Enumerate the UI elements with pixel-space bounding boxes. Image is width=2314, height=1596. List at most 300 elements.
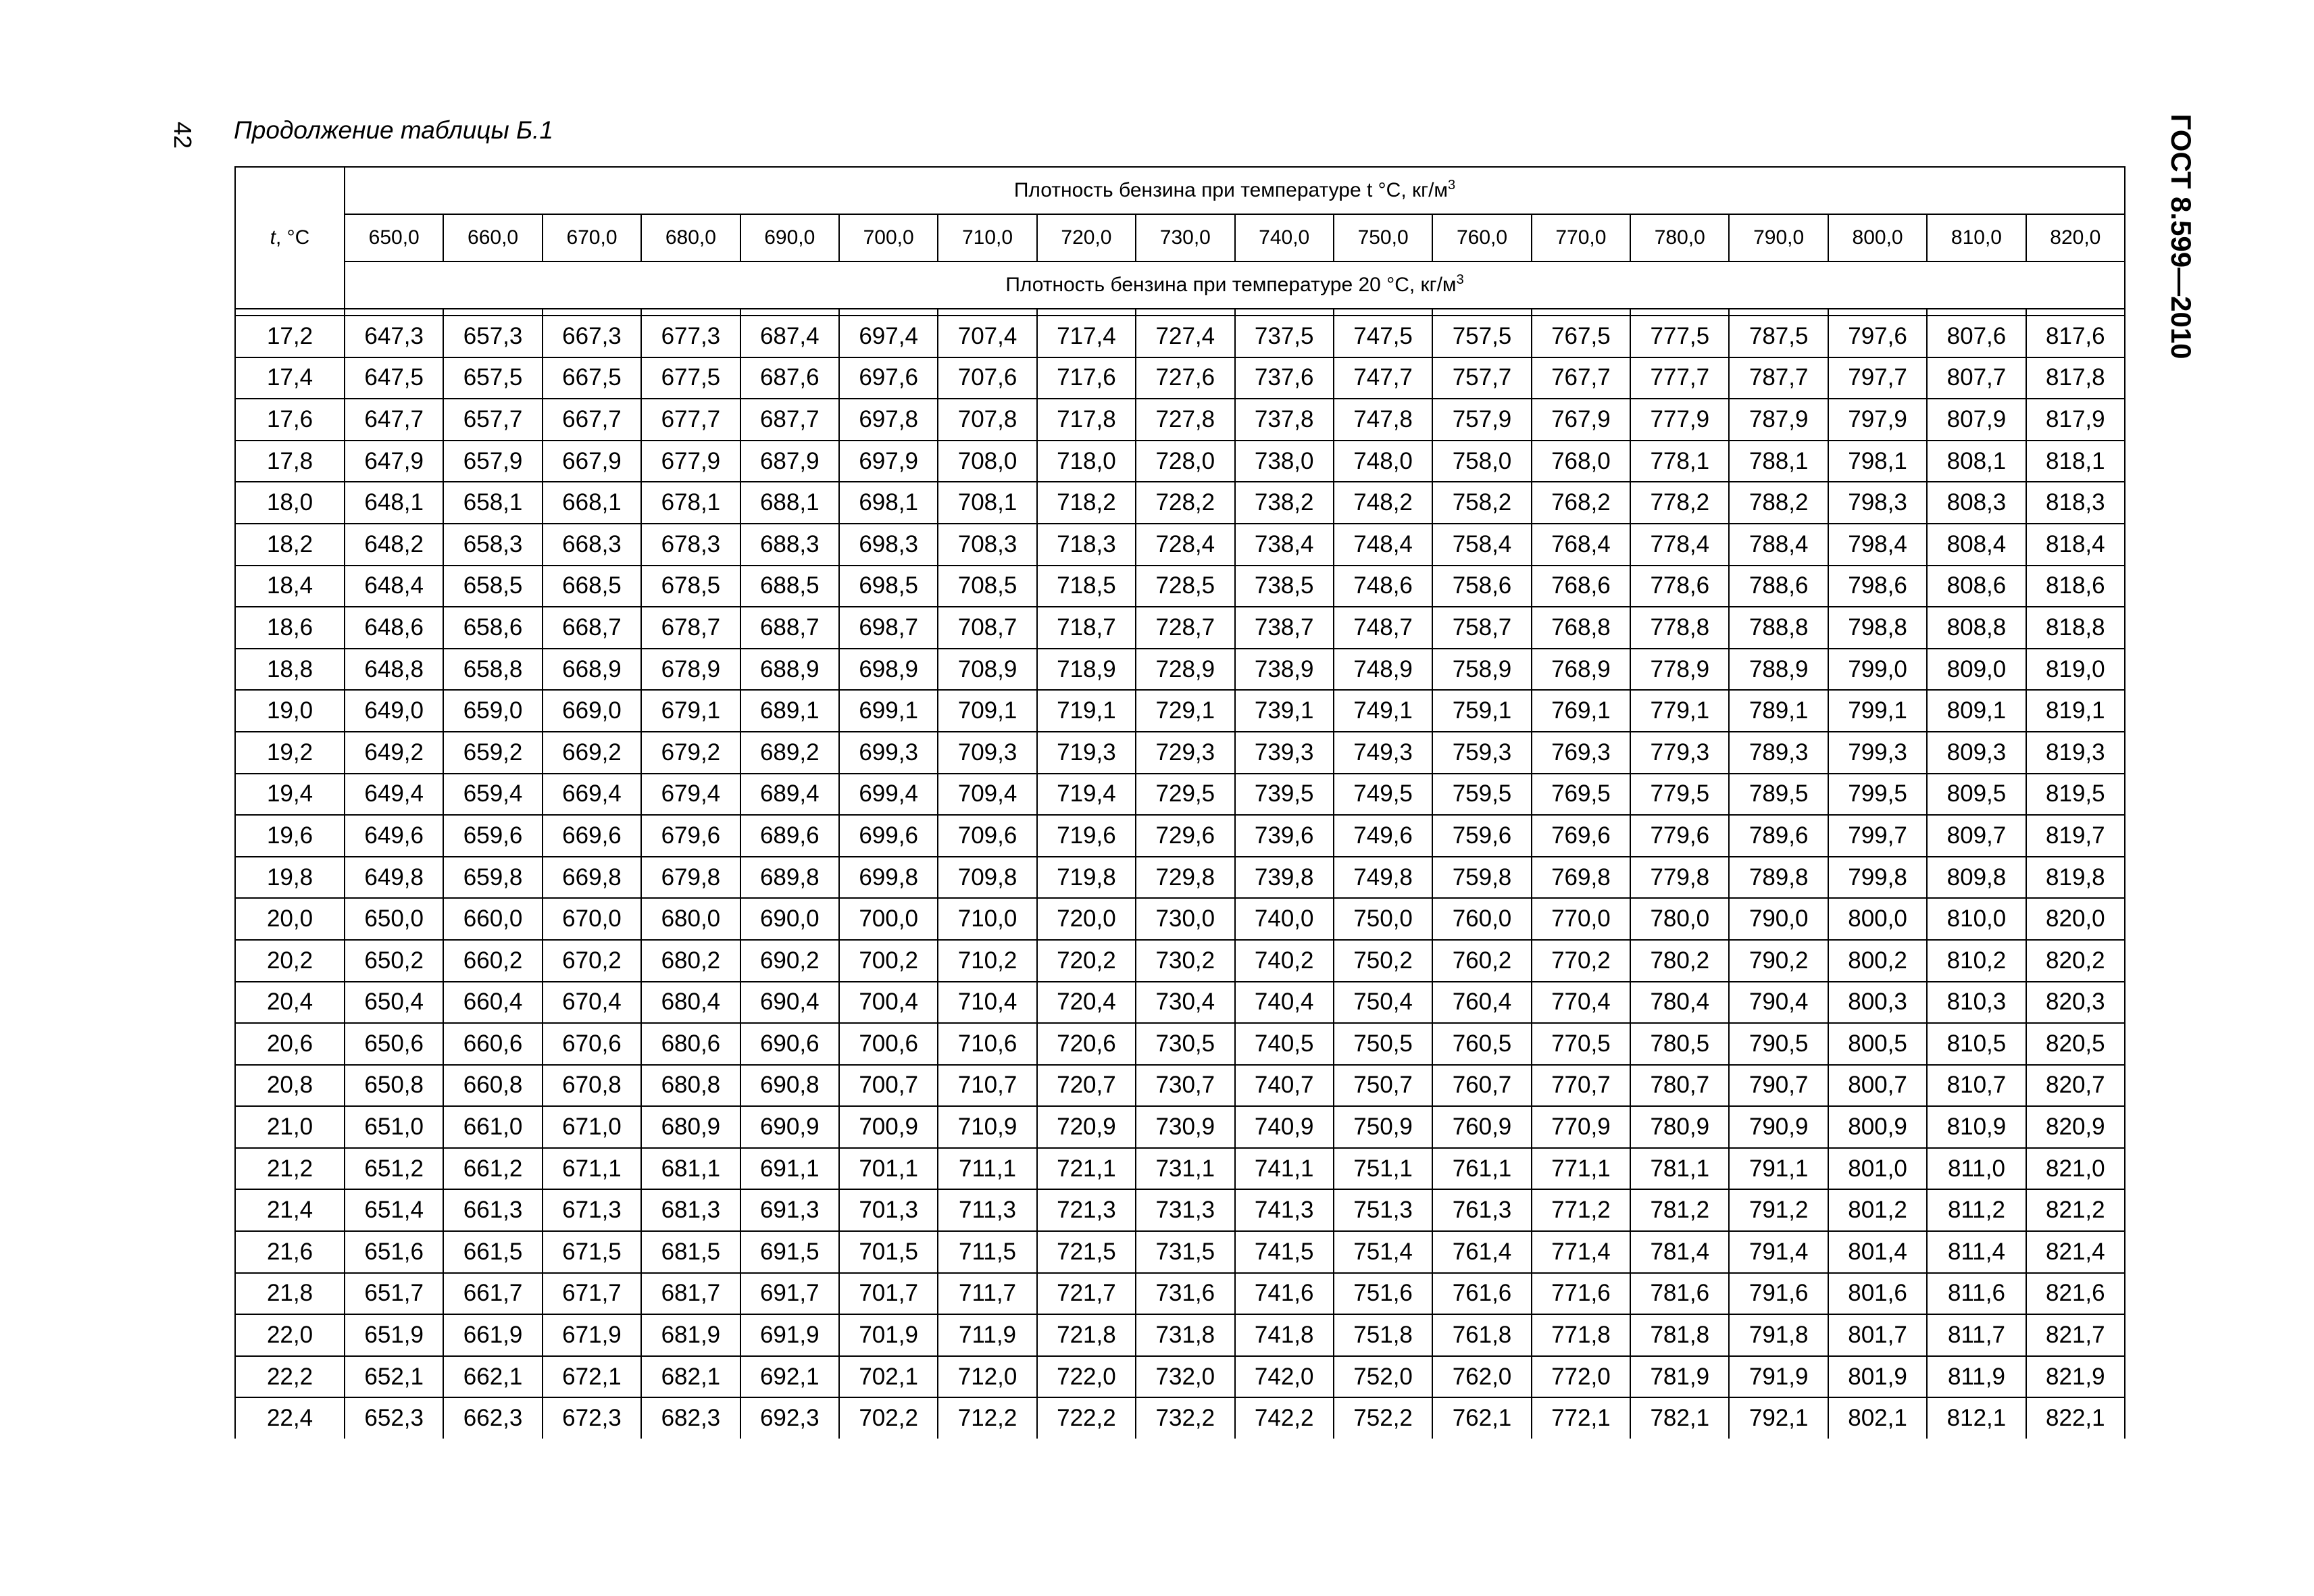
density-cell: 797,9 — [1828, 399, 1927, 441]
density-cell: 670,2 — [543, 940, 641, 982]
density-cell: 728,2 — [1136, 482, 1234, 524]
density-cell: 758,6 — [1432, 566, 1531, 607]
density-cell: 762,0 — [1432, 1356, 1531, 1398]
density-cell: 707,4 — [938, 316, 1036, 357]
density-cell: 759,6 — [1432, 815, 1531, 857]
density-cell: 819,5 — [2026, 774, 2125, 816]
density-cell: 711,1 — [938, 1148, 1036, 1190]
density-cell: 797,6 — [1828, 316, 1927, 357]
density-cell: 690,8 — [740, 1065, 839, 1107]
density-cell: 799,7 — [1828, 815, 1927, 857]
density-cell: 677,3 — [641, 316, 740, 357]
density-cell: 670,6 — [543, 1023, 641, 1065]
density-cell: 647,3 — [345, 316, 443, 357]
density-cell: 679,1 — [641, 690, 740, 732]
density-cell: 661,3 — [443, 1189, 542, 1231]
density-cell: 771,4 — [1532, 1231, 1630, 1273]
density-cell: 772,0 — [1532, 1356, 1630, 1398]
gap-cell — [443, 309, 542, 316]
density-cell: 820,0 — [2026, 898, 2125, 940]
density-cell: 712,0 — [938, 1356, 1036, 1398]
temperature-cell: 17,4 — [235, 357, 345, 399]
density-cell: 650,0 — [345, 898, 443, 940]
density-cell: 731,6 — [1136, 1273, 1234, 1315]
density-cell: 660,0 — [443, 898, 542, 940]
temperature-cell: 18,6 — [235, 607, 345, 649]
density-cell: 700,0 — [839, 898, 938, 940]
density-cell: 788,8 — [1729, 607, 1828, 649]
density-cell: 669,2 — [543, 732, 641, 774]
column-header: 780,0 — [1630, 214, 1729, 261]
density-cell: 758,2 — [1432, 482, 1531, 524]
density-cell: 769,1 — [1532, 690, 1630, 732]
density-cell: 757,7 — [1432, 357, 1531, 399]
density-cell: 660,2 — [443, 940, 542, 982]
density-cell: 780,9 — [1630, 1106, 1729, 1148]
column-header: 680,0 — [641, 214, 740, 261]
table-row — [235, 524, 2125, 566]
density-cell: 671,1 — [543, 1148, 641, 1190]
density-cell: 667,9 — [543, 441, 641, 482]
density-cell: 681,1 — [641, 1148, 740, 1190]
density-cell: 648,1 — [345, 482, 443, 524]
gap-cell — [1136, 309, 1234, 316]
density-cell: 689,2 — [740, 732, 839, 774]
density-cell: 761,8 — [1432, 1314, 1531, 1356]
density-cell: 702,2 — [839, 1397, 938, 1439]
density-cell: 759,1 — [1432, 690, 1531, 732]
density-cell: 797,7 — [1828, 357, 1927, 399]
density-cell: 710,2 — [938, 940, 1036, 982]
table-row — [235, 940, 2125, 982]
density-cell: 789,3 — [1729, 732, 1828, 774]
density-cell: 779,3 — [1630, 732, 1729, 774]
density-cell: 739,3 — [1235, 732, 1334, 774]
density-cell: 741,1 — [1235, 1148, 1334, 1190]
density-cell: 778,9 — [1630, 649, 1729, 691]
density-cell: 781,2 — [1630, 1189, 1729, 1231]
density-cell: 799,3 — [1828, 732, 1927, 774]
density-cell: 671,3 — [543, 1189, 641, 1231]
density-cell: 697,8 — [839, 399, 938, 441]
density-cell: 651,2 — [345, 1148, 443, 1190]
density-cell: 729,6 — [1136, 815, 1234, 857]
density-cell: 649,8 — [345, 857, 443, 899]
density-cell: 768,8 — [1532, 607, 1630, 649]
density-cell: 651,7 — [345, 1273, 443, 1315]
density-cell: 777,5 — [1630, 316, 1729, 357]
density-cell: 810,2 — [1927, 940, 2026, 982]
density-cell: 690,9 — [740, 1106, 839, 1148]
density-cell: 660,4 — [443, 982, 542, 1024]
table-row — [235, 732, 2125, 774]
density-cell: 788,9 — [1729, 649, 1828, 691]
density-cell: 697,4 — [839, 316, 938, 357]
density-cell: 708,0 — [938, 441, 1036, 482]
density-cell: 770,9 — [1532, 1106, 1630, 1148]
density-cell: 690,4 — [740, 982, 839, 1024]
gap-cell — [2026, 309, 2125, 316]
density-cell: 778,4 — [1630, 524, 1729, 566]
density-cell: 738,4 — [1235, 524, 1334, 566]
density-cell: 759,3 — [1432, 732, 1531, 774]
density-cell: 781,4 — [1630, 1231, 1729, 1273]
density-cell: 649,6 — [345, 815, 443, 857]
density-cell: 769,5 — [1532, 774, 1630, 816]
density-cell: 689,1 — [740, 690, 839, 732]
table-row — [235, 857, 2125, 899]
density-cell: 788,1 — [1729, 441, 1828, 482]
density-cell: 791,2 — [1729, 1189, 1828, 1231]
density-cell: 660,6 — [443, 1023, 542, 1065]
temperature-cell: 21,8 — [235, 1273, 345, 1315]
density-cell: 730,2 — [1136, 940, 1234, 982]
density-cell: 680,4 — [641, 982, 740, 1024]
density-cell: 772,1 — [1532, 1397, 1630, 1439]
density-cell: 769,8 — [1532, 857, 1630, 899]
density-cell: 770,0 — [1532, 898, 1630, 940]
density-cell: 731,8 — [1136, 1314, 1234, 1356]
density-cell: 761,1 — [1432, 1148, 1531, 1190]
column-header: 810,0 — [1927, 214, 2026, 261]
density-cell: 760,9 — [1432, 1106, 1531, 1148]
density-cell: 761,3 — [1432, 1189, 1531, 1231]
density-cell: 818,8 — [2026, 607, 2125, 649]
density-cell: 770,7 — [1532, 1065, 1630, 1107]
density-cell: 780,4 — [1630, 982, 1729, 1024]
table-row — [235, 1397, 2125, 1439]
density-cell: 750,9 — [1334, 1106, 1432, 1148]
density-cell: 779,1 — [1630, 690, 1729, 732]
density-cell: 777,7 — [1630, 357, 1729, 399]
table-row — [235, 1356, 2125, 1398]
density-cell: 650,6 — [345, 1023, 443, 1065]
density-cell: 767,7 — [1532, 357, 1630, 399]
density-cell: 700,2 — [839, 940, 938, 982]
density-cell: 760,7 — [1432, 1065, 1531, 1107]
density-cell: 750,2 — [1334, 940, 1432, 982]
gap-cell — [938, 309, 1036, 316]
density-cell: 659,4 — [443, 774, 542, 816]
density-cell: 730,5 — [1136, 1023, 1234, 1065]
density-cell: 711,7 — [938, 1273, 1036, 1315]
density-cell: 768,6 — [1532, 566, 1630, 607]
density-cell: 647,9 — [345, 441, 443, 482]
density-cell: 819,8 — [2026, 857, 2125, 899]
table-row — [235, 1314, 2125, 1356]
density-cell: 819,0 — [2026, 649, 2125, 691]
density-cell: 800,3 — [1828, 982, 1927, 1024]
density-cell: 808,8 — [1927, 607, 2026, 649]
density-cell: 679,6 — [641, 815, 740, 857]
density-cell: 708,5 — [938, 566, 1036, 607]
density-cell: 652,1 — [345, 1356, 443, 1398]
density-cell: 822,1 — [2026, 1397, 2125, 1439]
density-cell: 697,6 — [839, 357, 938, 399]
density-cell: 750,0 — [1334, 898, 1432, 940]
density-cell: 818,6 — [2026, 566, 2125, 607]
density-cell: 679,2 — [641, 732, 740, 774]
density-cell: 768,9 — [1532, 649, 1630, 691]
density-cell: 721,3 — [1037, 1189, 1136, 1231]
gap-cell — [740, 309, 839, 316]
density-cell: 800,9 — [1828, 1106, 1927, 1148]
density-cell: 751,1 — [1334, 1148, 1432, 1190]
density-cell: 738,7 — [1235, 607, 1334, 649]
table-row — [235, 1023, 2125, 1065]
table-row — [235, 898, 2125, 940]
temperature-cell: 17,6 — [235, 399, 345, 441]
density-cell: 770,2 — [1532, 940, 1630, 982]
density-cell: 818,3 — [2026, 482, 2125, 524]
density-cell: 820,5 — [2026, 1023, 2125, 1065]
density-cell: 742,2 — [1235, 1397, 1334, 1439]
density-cell: 820,7 — [2026, 1065, 2125, 1107]
temperature-cell: 19,0 — [235, 690, 345, 732]
density-cell: 787,7 — [1729, 357, 1828, 399]
density-cell: 758,9 — [1432, 649, 1531, 691]
density-cell: 659,0 — [443, 690, 542, 732]
gap-cell — [1532, 309, 1630, 316]
density-cell: 740,0 — [1235, 898, 1334, 940]
temperature-cell: 21,6 — [235, 1231, 345, 1273]
density-cell: 648,8 — [345, 649, 443, 691]
temperature-cell: 20,8 — [235, 1065, 345, 1107]
density-cell: 729,5 — [1136, 774, 1234, 816]
density-cell: 698,3 — [839, 524, 938, 566]
density-cell: 790,5 — [1729, 1023, 1828, 1065]
density-cell: 779,5 — [1630, 774, 1729, 816]
table-body — [235, 309, 2125, 1439]
top-header: Плотность бензина при температуре t °C, $кг/м^3$ — [345, 167, 2125, 214]
density-cell: 749,3 — [1334, 732, 1432, 774]
density-cell: 651,6 — [345, 1231, 443, 1273]
density-cell: 799,1 — [1828, 690, 1927, 732]
gap-cell — [543, 309, 641, 316]
density-cell: 748,6 — [1334, 566, 1432, 607]
density-cell: 649,0 — [345, 690, 443, 732]
temperature-cell: 18,4 — [235, 566, 345, 607]
table-row — [235, 441, 2125, 482]
density-cell: 737,6 — [1235, 357, 1334, 399]
bottom-header: Плотность бензина при температуре 20 °C, $кг/м^3$ — [345, 261, 2125, 309]
density-cell: 679,8 — [641, 857, 740, 899]
column-header: 710,0 — [938, 214, 1036, 261]
density-cell: 747,7 — [1334, 357, 1432, 399]
density-cell: 799,0 — [1828, 649, 1927, 691]
temperature-cell: 18,2 — [235, 524, 345, 566]
density-cell: 668,5 — [543, 566, 641, 607]
density-cell: 760,5 — [1432, 1023, 1531, 1065]
density-cell: 799,5 — [1828, 774, 1927, 816]
density-cell: 670,8 — [543, 1065, 641, 1107]
density-cell: 691,9 — [740, 1314, 839, 1356]
density-cell: 801,2 — [1828, 1189, 1927, 1231]
temperature-cell: 17,8 — [235, 441, 345, 482]
density-cell: 790,0 — [1729, 898, 1828, 940]
density-cell: 651,9 — [345, 1314, 443, 1356]
density-cell: 811,2 — [1927, 1189, 2026, 1231]
density-cell: 699,3 — [839, 732, 938, 774]
density-cell: 650,8 — [345, 1065, 443, 1107]
density-cell: 679,4 — [641, 774, 740, 816]
gap-cell — [1037, 309, 1136, 316]
density-cell: 800,2 — [1828, 940, 1927, 982]
density-cell: 817,8 — [2026, 357, 2125, 399]
density-cell: 708,9 — [938, 649, 1036, 691]
density-cell: 662,3 — [443, 1397, 542, 1439]
density-cell: 789,8 — [1729, 857, 1828, 899]
density-cell: 747,5 — [1334, 316, 1432, 357]
density-cell: 731,1 — [1136, 1148, 1234, 1190]
density-cell: 747,8 — [1334, 399, 1432, 441]
density-cell: 821,7 — [2026, 1314, 2125, 1356]
density-cell: 791,1 — [1729, 1148, 1828, 1190]
density-cell: 780,5 — [1630, 1023, 1729, 1065]
temperature-cell: 18,8 — [235, 649, 345, 691]
density-cell: 782,1 — [1630, 1397, 1729, 1439]
density-cell: 680,0 — [641, 898, 740, 940]
density-cell: 787,9 — [1729, 399, 1828, 441]
density-cell: 742,0 — [1235, 1356, 1334, 1398]
density-cell: 702,1 — [839, 1356, 938, 1398]
density-cell: 730,7 — [1136, 1065, 1234, 1107]
density-cell: 808,1 — [1927, 441, 2026, 482]
density-cell: 661,5 — [443, 1231, 542, 1273]
density-cell: 729,8 — [1136, 857, 1234, 899]
density-cell: 721,5 — [1037, 1231, 1136, 1273]
density-cell: 651,0 — [345, 1106, 443, 1148]
column-header: 720,0 — [1037, 214, 1136, 261]
density-cell: 701,1 — [839, 1148, 938, 1190]
density-cell: 728,4 — [1136, 524, 1234, 566]
column-header: 790,0 — [1729, 214, 1828, 261]
density-cell: 668,3 — [543, 524, 641, 566]
table-row — [235, 316, 2125, 357]
density-cell: 697,9 — [839, 441, 938, 482]
density-cell: 731,3 — [1136, 1189, 1234, 1231]
table-row — [235, 1148, 2125, 1190]
gap-cell — [1235, 309, 1334, 316]
density-cell: 780,2 — [1630, 940, 1729, 982]
density-cell: 748,0 — [1334, 441, 1432, 482]
density-cell: 821,9 — [2026, 1356, 2125, 1398]
density-cell: 739,1 — [1235, 690, 1334, 732]
density-cell: 771,2 — [1532, 1189, 1630, 1231]
temperature-cell: 20,4 — [235, 982, 345, 1024]
density-cell: 699,4 — [839, 774, 938, 816]
temperature-cell: 21,2 — [235, 1148, 345, 1190]
density-cell: 807,7 — [1927, 357, 2026, 399]
density-cell: 778,1 — [1630, 441, 1729, 482]
density-cell: 751,8 — [1334, 1314, 1432, 1356]
density-cell: 660,8 — [443, 1065, 542, 1107]
density-cell: 802,1 — [1828, 1397, 1927, 1439]
density-cell: 807,6 — [1927, 316, 2026, 357]
density-cell: 701,5 — [839, 1231, 938, 1273]
density-cell: 648,2 — [345, 524, 443, 566]
density-cell: 661,0 — [443, 1106, 542, 1148]
density-cell: 717,8 — [1037, 399, 1136, 441]
density-cell: 817,6 — [2026, 316, 2125, 357]
density-cell: 758,4 — [1432, 524, 1531, 566]
density-cell: 658,3 — [443, 524, 542, 566]
density-cell: 677,7 — [641, 399, 740, 441]
density-cell: 808,6 — [1927, 566, 2026, 607]
density-cell: 820,3 — [2026, 982, 2125, 1024]
density-cell: 819,7 — [2026, 815, 2125, 857]
density-cell: 708,3 — [938, 524, 1036, 566]
column-header: 690,0 — [740, 214, 839, 261]
density-cell: 789,5 — [1729, 774, 1828, 816]
density-cell: 770,4 — [1532, 982, 1630, 1024]
density-cell: 781,8 — [1630, 1314, 1729, 1356]
density-cell: 799,8 — [1828, 857, 1927, 899]
density-cell: 721,8 — [1037, 1314, 1136, 1356]
document-code: ГОСТ 8.599—2010 — [2165, 114, 2197, 359]
density-cell: 710,0 — [938, 898, 1036, 940]
density-cell: 769,3 — [1532, 732, 1630, 774]
density-cell: 748,4 — [1334, 524, 1432, 566]
density-cell: 738,0 — [1235, 441, 1334, 482]
density-cell: 720,4 — [1037, 982, 1136, 1024]
density-cell: 708,7 — [938, 607, 1036, 649]
density-cell: 769,6 — [1532, 815, 1630, 857]
density-cell: 740,4 — [1235, 982, 1334, 1024]
density-cell: 658,8 — [443, 649, 542, 691]
density-cell: 801,4 — [1828, 1231, 1927, 1273]
table-row — [235, 399, 2125, 441]
density-cell: 819,1 — [2026, 690, 2125, 732]
page-number: 42 — [169, 121, 197, 149]
density-cell: 798,4 — [1828, 524, 1927, 566]
density-cell: 819,3 — [2026, 732, 2125, 774]
density-cell: 757,9 — [1432, 399, 1531, 441]
density-cell: 737,8 — [1235, 399, 1334, 441]
column-header: 770,0 — [1532, 214, 1630, 261]
temperature-cell: 19,8 — [235, 857, 345, 899]
density-cell: 698,1 — [839, 482, 938, 524]
density-cell: 659,8 — [443, 857, 542, 899]
density-cell: 812,1 — [1927, 1397, 2026, 1439]
density-cell: 730,9 — [1136, 1106, 1234, 1148]
density-cell: 740,5 — [1235, 1023, 1334, 1065]
density-cell: 687,6 — [740, 357, 839, 399]
density-cell: 671,5 — [543, 1231, 641, 1273]
density-cell: 710,4 — [938, 982, 1036, 1024]
density-cell: 818,1 — [2026, 441, 2125, 482]
density-cell: 810,3 — [1927, 982, 2026, 1024]
density-cell: 689,6 — [740, 815, 839, 857]
density-cell: 761,4 — [1432, 1231, 1531, 1273]
density-cell: 760,0 — [1432, 898, 1531, 940]
density-cell: 739,5 — [1235, 774, 1334, 816]
density-cell: 771,1 — [1532, 1148, 1630, 1190]
density-cell: 798,3 — [1828, 482, 1927, 524]
density-cell: 759,8 — [1432, 857, 1531, 899]
density-cell: 677,5 — [641, 357, 740, 399]
density-cell: 800,0 — [1828, 898, 1927, 940]
temperature-cell: 20,6 — [235, 1023, 345, 1065]
density-cell: 727,4 — [1136, 316, 1234, 357]
density-cell: 687,7 — [740, 399, 839, 441]
density-cell: 790,2 — [1729, 940, 1828, 982]
density-cell: 792,1 — [1729, 1397, 1828, 1439]
density-cell: 668,7 — [543, 607, 641, 649]
density-cell: 740,9 — [1235, 1106, 1334, 1148]
density-cell: 821,0 — [2026, 1148, 2125, 1190]
density-cell: 741,6 — [1235, 1273, 1334, 1315]
